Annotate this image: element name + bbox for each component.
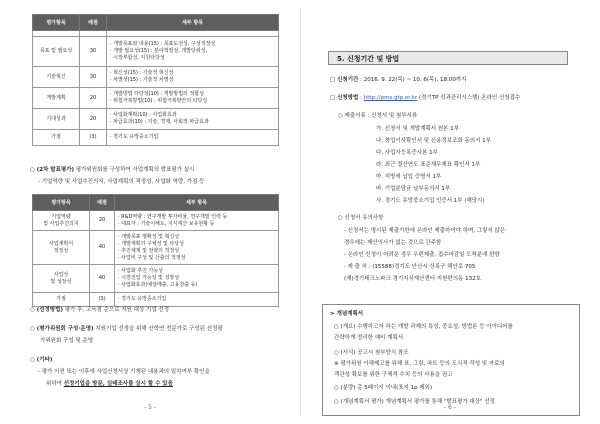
para-label: ○ (평가위원회 구성·운영)	[30, 326, 94, 332]
header-score: 배점	[80, 15, 107, 31]
paragraph-selection-method	[30, 306, 169, 314]
cell-item	[33, 130, 80, 146]
cell-detail-line: · 시장진입 가능성 및 성장성	[118, 275, 180, 281]
cell-item	[33, 211, 90, 231]
box-line: 간략하게 정리한 예비 계획서	[334, 335, 404, 341]
cell-detail-line: · 추진체계 및 전략의 적정성	[118, 247, 180, 254]
paragraph-sub: - 기업역량 및 사업추진의지, 사업계획의 적정성, 사업화 역량, 가점 등	[38, 179, 205, 185]
table-row	[33, 231, 279, 265]
cell-item	[33, 37, 80, 67]
para-label: ○ (선정방법)	[30, 307, 63, 313]
cell-score: (3)	[90, 293, 115, 307]
cell-detail-line: · 사업화계획(10) : 사업화효과	[110, 112, 177, 118]
doc-item: 다. 사업자등록증사본 1부	[376, 150, 438, 156]
cell-score: 40	[90, 231, 115, 265]
header-score: 배점	[90, 195, 115, 211]
cell-item-line: 적정성	[53, 247, 69, 254]
cell-detail-line: · 개발목표 명확성 및 혁신성	[118, 233, 180, 240]
apply-period	[330, 76, 467, 84]
doc-item: 사. 경기도 유망중소기업 인증서 1부 (해당시)	[376, 198, 485, 204]
paragraph-committee	[30, 325, 223, 333]
cell-detail-line: · 경기도 유망중소기업	[110, 134, 159, 140]
para-text: 지원기업 선정을 위해 산학연 전문가로 구성된 선정평	[93, 326, 223, 332]
page-number-6: - 6 -	[444, 404, 456, 411]
page-number-5: - 5 -	[144, 404, 156, 411]
cell-item-line: 개발계획	[46, 94, 66, 101]
cell-item-line: 기대성과	[46, 115, 66, 122]
cell-score: 20	[80, 88, 107, 109]
cell-details	[107, 130, 279, 146]
cell-details	[107, 88, 279, 109]
cell-score: 20	[90, 211, 115, 231]
note-line: - 신청서는 명시된 제출기한에 온라인 제출하여야 하며, 그렇지 않은	[344, 228, 506, 234]
cell-detail-line: · 혁신성(15) : 기술적 혁신성	[110, 70, 174, 76]
cell-detail-line: · 경기도 유망중소기업	[118, 296, 167, 302]
right-page	[300, 0, 600, 424]
table-row	[33, 88, 279, 109]
section-title: 5. 신청기간 및 방법	[328, 51, 568, 65]
cell-item-line: 목표 및 필요성	[39, 48, 73, 54]
header-item: 평가항목	[33, 195, 90, 211]
doc-item: 가. 신청서 및 개발계획서 원본 1부	[376, 126, 460, 132]
header-item: 평가항목	[33, 15, 80, 31]
cell-detail-line: · 개발방법 타당성(10) : 개발방법의 적합성	[110, 91, 204, 97]
header-details: 세부 항목	[115, 195, 279, 211]
table-row	[33, 67, 279, 88]
cell-details	[115, 265, 279, 293]
cell-detail-line: · 사업화 추진 가능성	[118, 268, 163, 274]
cell-detail-line: · 개발목표와 내용(15) : 목표도전성, 구성적정성	[110, 41, 216, 47]
table-row	[33, 37, 279, 67]
docs-label: ○ 제출서류 :	[338, 113, 370, 119]
cell-item-line: 및 성장성	[50, 278, 72, 285]
box-line: ○ (개념계획서 평가) 개념계획서 평가를 통해 "발표평가 대상" 선정	[334, 399, 495, 405]
docs-header	[338, 112, 417, 120]
note-line: 경우에는 제안의사가 없는 것으로 간주함	[344, 240, 442, 246]
cell-details	[115, 293, 279, 307]
cell-detail-line: · 사업비 구성 및 산출의 적정성	[118, 254, 186, 261]
cell-details	[107, 37, 279, 67]
paragraph-etc: ○ (기타)	[30, 357, 53, 363]
cell-item-line: 기업역량	[51, 213, 71, 220]
cell-item-line: 사업계획서	[48, 240, 74, 247]
note-line: · 제 출 처 : (15588)경기도 안산시 상록구 해안로 705	[344, 264, 476, 270]
cell-score: 20	[80, 109, 107, 130]
notes-header: ○ 신청서 유의사항	[338, 215, 384, 221]
cell-detail-line: · 사업화효과(예상매출, 고용창출 등)	[118, 282, 198, 288]
table-row	[33, 293, 279, 307]
cell-detail-line: · 개발 필요성(15) : 분야적절성, 개발당위성,	[110, 48, 208, 54]
box-line: ※ 평가위원 이해제고를 위해 표, 그림, 차트 등의 도식적 작성 및 자료의	[334, 361, 505, 367]
box-line: ○ (분량) 총 5페이지 이내(표지 1p 제외)	[334, 385, 433, 391]
box-line: ○ (서식) 공고시 첨부양식 참조	[334, 350, 409, 356]
period-label: □ 신청기간	[330, 77, 359, 83]
cell-item-line: 가점	[51, 134, 61, 140]
cell-details	[107, 109, 279, 130]
table-row	[33, 265, 279, 293]
cell-score: 30	[80, 67, 107, 88]
cell-score: 40	[90, 265, 115, 293]
para-text: 평가 후, 고득점 순으로 지원 대상 기업 선정	[63, 307, 170, 313]
paragraph-etc-line2	[46, 380, 173, 388]
table-header-row	[33, 195, 279, 211]
paragraph-etc-line1: - 평가 이전 또는 이후에 사업신청서상 기재된 내용과의 일치여부 확인을	[38, 369, 210, 375]
method-label: □ 신청방법	[330, 95, 359, 101]
table-header-row	[33, 15, 279, 31]
pms-link[interactable]: http://pms.gtp.or.kr	[363, 95, 418, 101]
table-row	[33, 109, 279, 130]
note-line: - 온라인 신청이 어려운 경우 우편제출, 접수마감일 도착분에 한함	[344, 252, 500, 258]
underlined-text: 선정기업을 방문, 실태조사를 실시 할 수 있음	[63, 381, 173, 387]
cell-item	[33, 265, 90, 293]
cell-item-line: 기술혁신	[46, 73, 66, 80]
cell-detail-line: · 위험극복방법(10) : 위험극복방안의 타당성	[110, 98, 208, 104]
cell-item-line: 및 사업추진의지	[43, 220, 79, 227]
box-title: > 개념계획서	[330, 311, 364, 317]
para-text: 평가위원회를 구성하여 사업계획의 발표평가 실시	[74, 167, 195, 173]
cell-item	[33, 109, 80, 130]
doc-item: 마. 지방세 납입 증명서 1부	[376, 174, 442, 180]
paragraph-committee-cont: 가위원회 구성 및 운영	[40, 338, 94, 344]
period-value: : 2016. 9. 22(목) ~ 10. 6(목), 18:00까지	[358, 77, 467, 83]
cell-item	[33, 293, 90, 307]
cell-details	[115, 231, 279, 265]
para-text: 위하여	[46, 381, 64, 387]
cell-item	[33, 231, 90, 265]
cell-score: 30	[80, 37, 107, 67]
cell-detail-line: · 파급효과(10) : 기술, 경제, 사회적 파급효과	[110, 119, 209, 125]
docs-intro: 신청서 및 첨부서류	[371, 113, 418, 119]
cell-score: (3)	[80, 130, 107, 146]
cell-item-line: 가점	[56, 296, 66, 302]
cell-detail-line: · 개발계획의 구체성 및 타당성	[118, 240, 184, 247]
paragraph-presentation-eval	[30, 166, 194, 174]
cell-item	[33, 88, 80, 109]
table-row	[33, 211, 279, 231]
apply-method	[330, 94, 520, 102]
header-details: 세부 항목	[107, 15, 279, 31]
doc-item: 바. 기업분담금 납부동의서 1부	[376, 186, 451, 192]
para-label: ○ (2차 발표평가)	[30, 167, 75, 173]
method-post: (경기TP 성과관리시스템) 온라인 신청접수	[417, 95, 521, 101]
cell-item-line: 사업성	[53, 271, 69, 278]
cell-detail-line: 시장부합성, 지원타당성	[110, 55, 165, 61]
note-line: (재)경기테크노파크 경기지식재산센터 지원편의동 132호	[344, 276, 481, 282]
table-body	[33, 31, 279, 146]
evaluation-table-1	[32, 14, 279, 146]
method-pre: :	[358, 95, 364, 101]
box-line: ○ (개요) 수행하고자 하는 개발 과제의 특성, 중요성, 방법론 등 아이디어를	[334, 324, 513, 330]
cell-detail-line: · 대표자 : 기술이해도, 지식재산 보유현황 등	[118, 220, 215, 227]
cell-detail-line: · R&D역량 : 연구개발 투자비율, 연구개발 인력 등	[118, 213, 228, 220]
cell-detail-line: · 차별성(15) : 기술적 차별성	[110, 77, 174, 83]
cell-details	[115, 211, 279, 231]
cell-details	[107, 67, 279, 88]
table-body	[33, 211, 279, 307]
cell-item	[33, 67, 80, 88]
box-line: 객관성 확보를 위한 구체적 수치 등의 사용을 권고	[334, 372, 453, 378]
table-row	[33, 130, 279, 146]
doc-item: 나. 창업이사확인서 및 신용정보조회 동의서 1부	[376, 138, 491, 144]
doc-item: 라. 최근 결산연도 표준재무제표 확인서 1부	[376, 162, 481, 168]
evaluation-table-2	[32, 194, 279, 307]
